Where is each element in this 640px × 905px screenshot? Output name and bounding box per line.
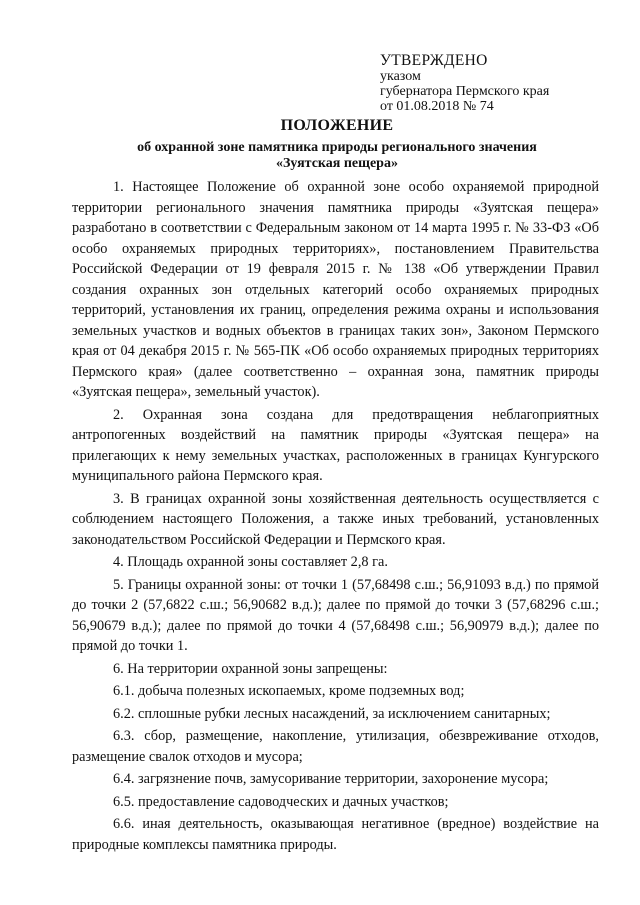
paragraph-6-6: 6.6. иная деятельность, оказывающая негативное (вредное) воздействие на природные комплексы памятника природы. (72, 816, 599, 853)
paragraph-2: 2. Охранная зона создана для предотвращения неблагоприятных антропогенных воздействий на памятник природы «Зуятская пещера» на прилегающих к нему земельных участках, расположенных в границах Кунгурского муниципального района Пермского края. (72, 406, 599, 484)
paragraph-5: 5. Границы охранной зоны: от точки 1 (57,68498 с.ш.; 56,91093 в.д.) по прямой до точки 2 (57,6822 с.ш.; 56,90682 в.д.); далее по прямой до точки 3 (57,68296 с.ш.; 56,90679 в.д.); далее по прямой до точки 4 (57,68498 с.ш.; 56,90979 в.д.); далее по прямой до точки 1. (72, 576, 599, 654)
paragraph-6: 6. На территории охранной зоны запрещены: (113, 660, 388, 677)
approval-stamp-title: УТВЕРЖДЕНО (380, 52, 488, 69)
approval-decree-line: указом (380, 69, 421, 84)
document-body (72, 177, 599, 855)
paragraph-6-3: 6.3. сбор, размещение, накопление, утилизация, обезвреживание отходов, размещение свалок отходов и мусора; (72, 728, 599, 765)
document-heading (72, 116, 602, 172)
approval-stamp (380, 52, 620, 114)
paragraph-6-4: 6.4. загрязнение почв, замусоривание территории, захоронение мусора; (113, 771, 549, 787)
paragraph-1: 1. Настоящее Положение об охранной зоне особо охраняемой природной территории регионального значения памятника природы «Зуятская пещера» разработано в соответствии с Федеральным законом от 14 марта 1995 г. № 33-ФЗ «Об особо охраняемых природных территориях», постановлением Правительства Российской Федерации от 19 февраля 2015 г. № 138 «Об утверждении Правил создания охранных зон отдельных категорий особо охраняемых природных территорий, установления их границ, определения режима охраны и использования земельных участков и водных объектов в границах таких зон», Законом Пермского края от 04 декабря 2015 г. № 565-ПК «Об особо охраняемых природных территориях Пермского края» (далее соответственно – охранная зона, памятник природы «Зуятская пещера», земельный участок). (72, 179, 599, 400)
paragraph-6-1: 6.1. добыча полезных ископаемых, кроме подземных вод; (113, 683, 465, 699)
document-title: ПОЛОЖЕНИЕ (280, 117, 394, 134)
paragraph-6-5: 6.5. предоставление садоводческих и дачных участков; (113, 793, 449, 810)
approval-date-line: от 01.08.2018 № 74 (380, 99, 494, 114)
paragraph-3: 3. В границах охранной зоны хозяйственная деятельность осуществляется с соблюдением настоящего Положения, а также иных требований, установленных законодательством Российской Федерации и Пермского края. (72, 490, 599, 548)
document-subtitle: об охранной зоне памятника природы регионального значения «Зуятская пещера» (137, 140, 537, 171)
approval-authority-line: губернатора Пермского края (380, 84, 550, 99)
paragraph-4: 4. Площадь охранной зоны составляет 2,8 га. (113, 554, 388, 570)
paragraph-6-2: 6.2. сплошные рубки лесных насаждений, за исключением санитарных; (113, 705, 551, 722)
